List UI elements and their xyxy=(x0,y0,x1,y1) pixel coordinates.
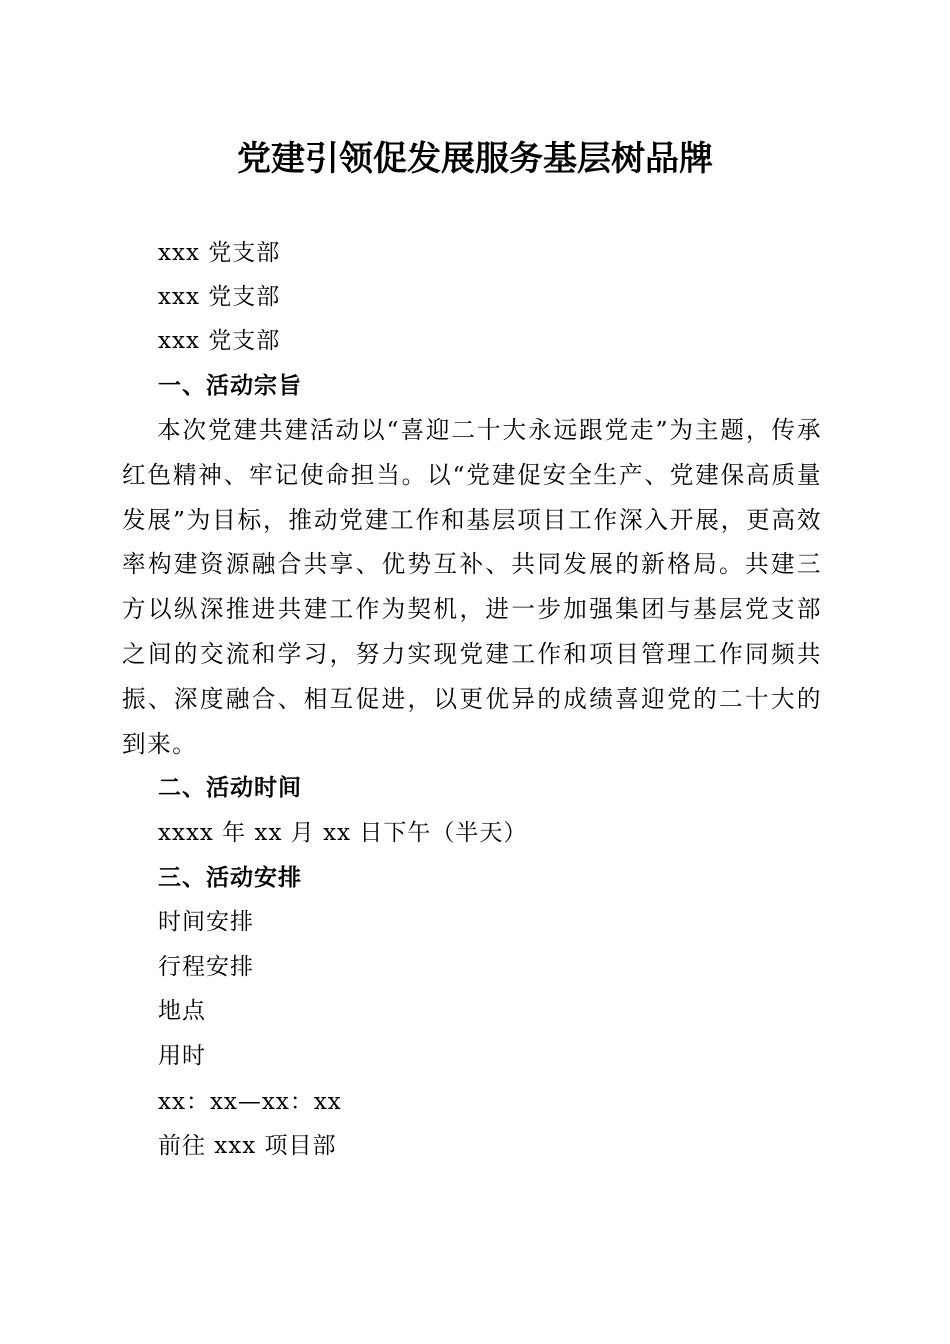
branch-line: xxx 党支部 xyxy=(158,328,281,354)
arrangement-item: 用时 xyxy=(158,1043,206,1069)
arrangement-item: xx：xx—xx：xx xyxy=(158,1089,342,1115)
activity-time: xxxx 年 xx 月 xx 日下午（半天） xyxy=(158,820,528,846)
branch-line: xxx 党支部 xyxy=(158,240,281,266)
purpose-paragraph: 本次党建共建活动以“喜迎二十大永远跟党走”为主题，传承红色精神、牢记使命担当。以“党建促安全生产、党建保高质量发展”为目标，推动党建工作和基层项目工作深入开展，更高效率构建资源融合共享、优势互补、共同发展的新格局。共建三方以纵深推进共建工作为契机，进一步加强集团与基层党支部之间的交流和学习，努力实现党建工作和项目管理工作同频共振、深度融合、相互促进，以更优异的成绩喜迎党的二十大的到来。 xyxy=(122,416,822,758)
arrangement-item: 时间安排 xyxy=(158,909,254,935)
section-heading-arrangement: 三、活动安排 xyxy=(158,865,302,891)
document-title: 党建引领促发展服务基层树品牌 xyxy=(237,139,713,179)
arrangement-item: 行程安排 xyxy=(158,954,254,980)
section-heading-purpose: 一、活动宗旨 xyxy=(158,373,302,399)
arrangement-item: 前往 xxx 项目部 xyxy=(158,1133,337,1159)
section-heading-time: 二、活动时间 xyxy=(158,775,302,801)
arrangement-item: 地点 xyxy=(158,998,206,1024)
branch-line: xxx 党支部 xyxy=(158,284,281,310)
